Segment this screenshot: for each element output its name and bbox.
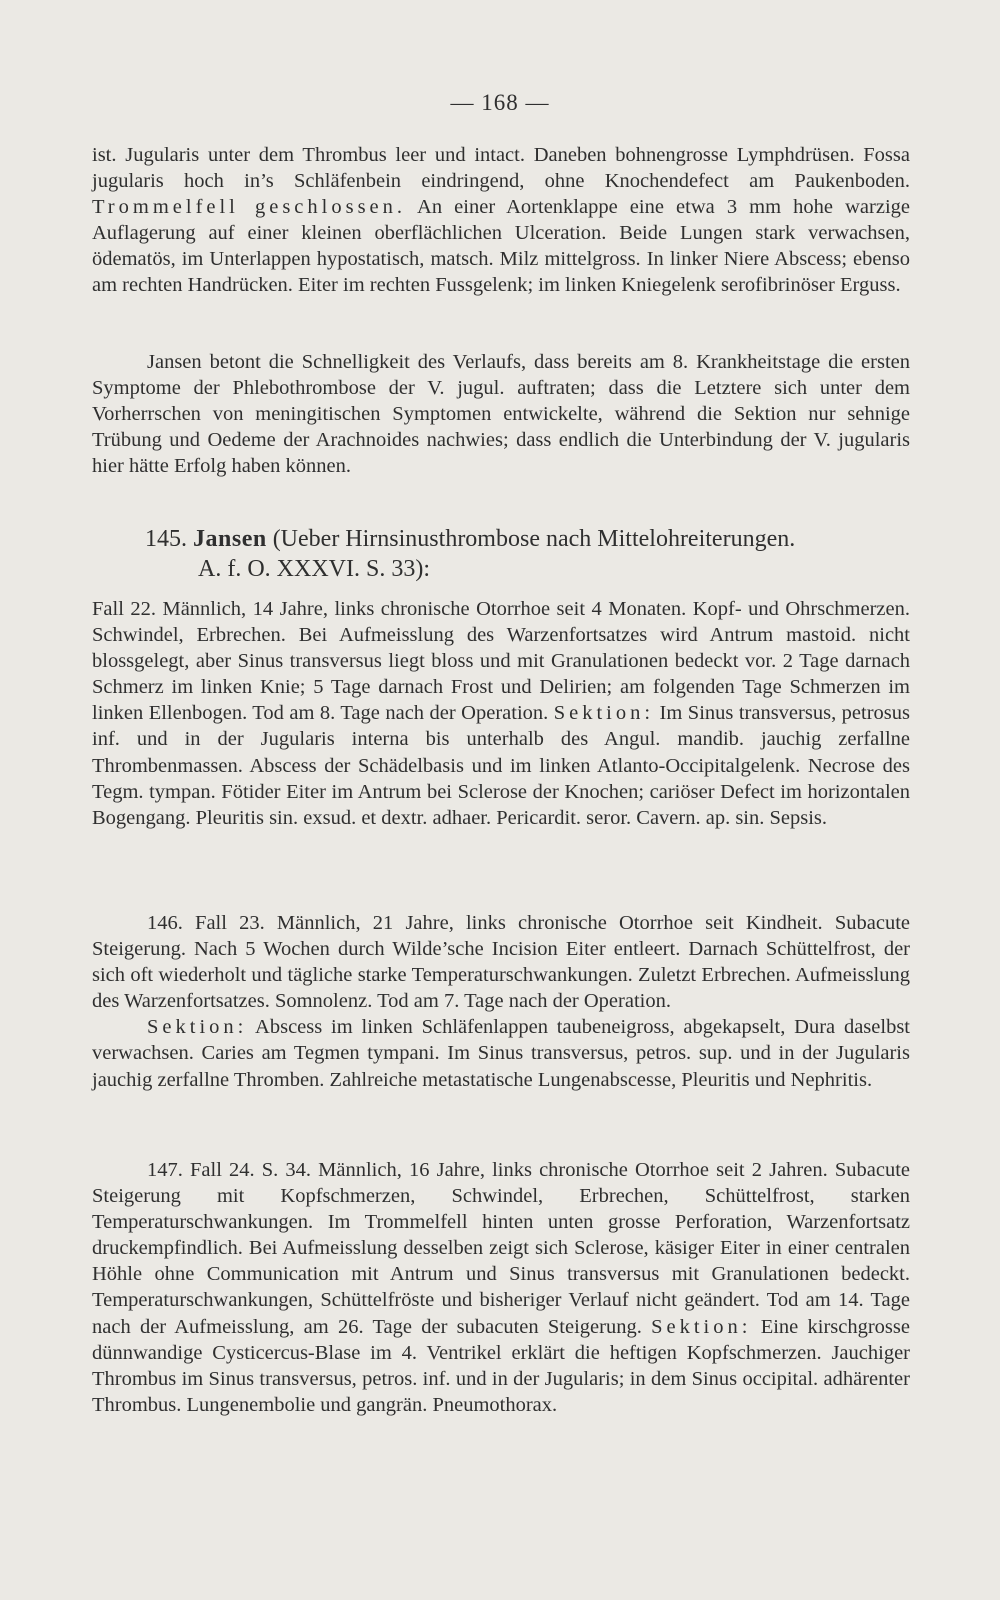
- intro-text: [92, 142, 910, 299]
- case147-paragraph: [92, 1157, 910, 1418]
- heading-title-b: A. f. O. XXXVI. S. 33):: [198, 556, 430, 582]
- intro-spaced: Trommelfell geschlossen.: [92, 196, 407, 219]
- intro-paragraph: [92, 142, 910, 299]
- case147-text-b: Eine kirschgrosse dünnwandige Cysticercus-Blase im 4. Ventrikel erklärt die heftigen Kopfschmerzen. Jauchiger Thrombus im Sinus transversus, petros. inf. und in der Jugularis; in dem Sinus occipital. adhärenter Thrombus. Lungenembolie und gangrän. Pneumothorax.: [92, 1315, 910, 1416]
- case146-spaced: Sektion:: [147, 1016, 248, 1039]
- fall22-paragraph: [92, 596, 910, 831]
- heading-author: Jansen: [193, 526, 267, 552]
- heading-title-a: (Ueber Hirnsinusthrombose nach Mittelohreiterungen.: [266, 526, 796, 552]
- fall22-text-b: Im Sinus transversus, petrosus inf. und in der Jugularis interna bis unterhalb des Angul. mandib. jauchig zerfallne Thrombenmassen. Abscess der Schädelbasis und im linken Atlanto-Occipitalgelenk. Necrose des Tegm. tympan. Fötider Eiter im Antrum bei Sclerose der Knochen; cariöser Defect im horizontalen Bogengang. Pleuritis sin. exsud. et dextr. adhaer. Pericardit. seror. Cavern. ap. sin. Sepsis.: [92, 702, 910, 829]
- jansen-paragraph: [92, 349, 910, 479]
- jansen-text: Jansen betont die Schnelligkeit des Verlaufs, dass bereits am 8. Krankheitstage die ersten Symptome der Phlebothrombose der V. jugul. auftraten; dass die Letztere sich unter dem Vorherrschen von meningitischen Symptomen entwickelte, während die Sektion nur sehnige Trübung und Oedeme der Arachnoides nachwies; dass endlich die Unterbindung der V. jugularis hier hätte Erfolg haben können.: [92, 351, 910, 478]
- page-number: — 168 —: [450, 90, 550, 115]
- case146-paragraph: [92, 910, 910, 1093]
- intro-text-a: ist. Jugularis unter dem Thrombus leer und intact. Daneben bohnengrosse Lymphdrüsen. Fossa jugularis hoch in’s Schläfenbein eindringend, ohne Knochendefect am Paukenboden.: [92, 144, 910, 193]
- case146-text-b-wrap: [92, 1014, 910, 1092]
- intro-text-b: An einer Aortenklappe eine etwa 3 mm hohe warzige Auflagerung auf einer kleinen oberflächlichen Ulceration. Beide Lungen stark verwachsen, ödematös, im Unterlappen hypostatisch, matsch. Milz mittelgross. In linker Niere Abscess; ebenso am rechten Handrücken. Eiter im rechten Fussgelenk; im linken Kniegelenk serofibrinöser Erguss.: [92, 196, 910, 297]
- fall22-text-a: Fall 22. Männlich, 14 Jahre, links chronische Otorrhoe seit 4 Monaten. Kopf- und Ohrschmerzen. Schwindel, Erbrechen. Bei Aufmeisslung des Warzenfortsatzes wird Antrum mastoid. nicht blossgelegt, aber Sinus transversus liegt bloss und mit Granulationen bedeckt vor. 2 Tage darnach Schmerz im linken Knie; 5 Tage darnach Frost und Delirien; am folgenden Tage Schmerzen im linken Ellenbogen. Tod am 8. Tage nach der Operation.: [92, 598, 910, 725]
- case147-text-a: 147. Fall 24. S. 34. Männlich, 16 Jahre, links chronische Otorrhoe seit 2 Jahren. Subacute Steigerung mit Kopfschmerzen, Schwindel, Erbrechen, Schüttelfrost, starken Temperaturschwankungen. Im Trommelfell hinten unten grosse Perforation, Warzenfortsatz druckempfindlich. Bei Aufmeisslung desselben zeigt sich Sclerose, käsiger Eiter in einer centralen Höhle ohne Communication mit Antrum und Sinus transversus mit Granulationen bedeckt. Temperaturschwankungen, Schüttelfröste und bisheriger Verlauf nicht geändert. Tod am 14. Tage nach der Aufmeisslung, am 26. Tage der subacuten Steigerung.: [92, 1159, 910, 1338]
- heading-number: 145.: [145, 526, 187, 552]
- entry-heading: [145, 524, 915, 584]
- case147-spaced: Sektion:: [651, 1315, 752, 1338]
- fall22-spaced: Sektion:: [553, 702, 655, 725]
- case146-text-a: 146. Fall 23. Männlich, 21 Jahre, links chronische Otorrhoe seit Kindheit. Subacute Steigerung. Nach 5 Wochen durch Wilde’sche Incision Eiter entleert. Darnach Schüttelfrost, der sich oft wiederholt und tägliche starke Temperaturschwankungen. Zuletzt Erbrechen. Aufmeisslung des Warzenfortsatzes. Somnolenz. Tod am 7. Tage nach der Operation.: [92, 912, 910, 1013]
- case146-text-b: Abscess im linken Schläfenlappen taubeneigross, abgekapselt, Dura daselbst verwachsen. Caries am Tegmen tympani. Im Sinus transversus, petros. sup. und in der Jugularis jauchig zerfallne Thromben. Zahlreiche metastatische Lungenabscesse, Pleuritis und Nephritis.: [92, 1016, 910, 1091]
- fall22-text: [92, 596, 910, 831]
- case147-text: [92, 1157, 910, 1418]
